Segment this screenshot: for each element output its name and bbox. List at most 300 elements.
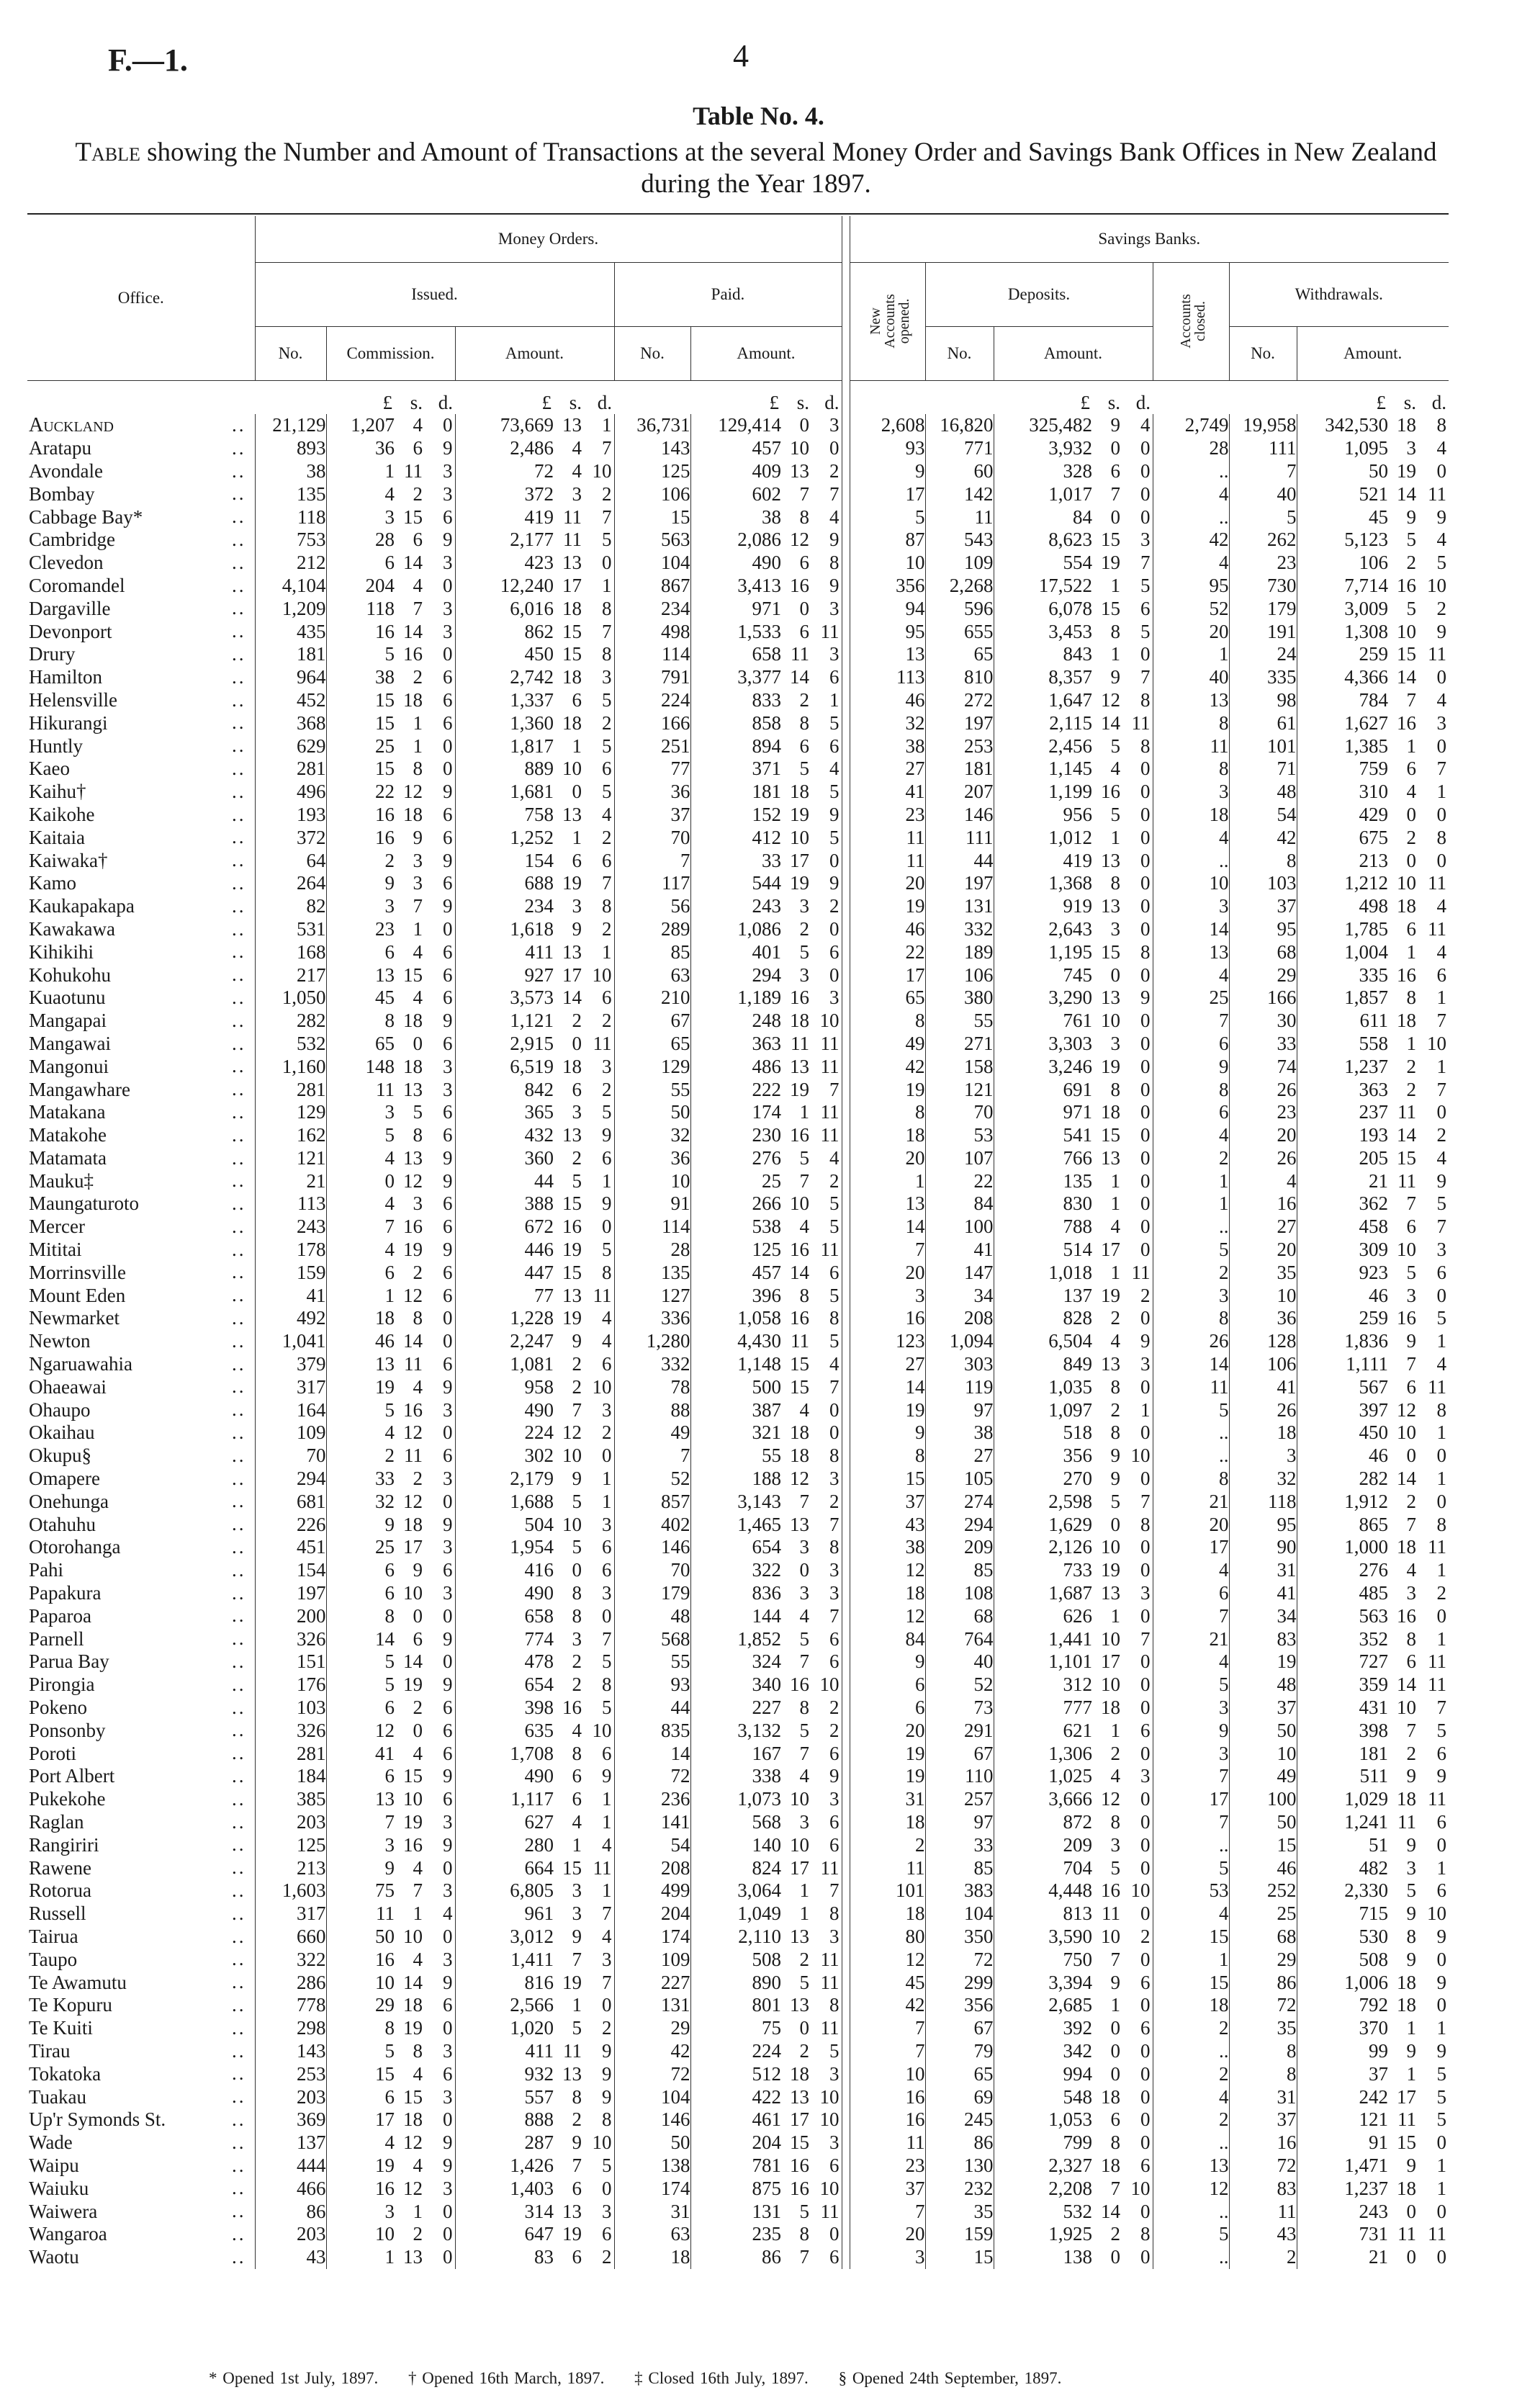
cell-d: 10 bbox=[1427, 1902, 1446, 1925]
cell-l: 16 bbox=[326, 2177, 395, 2200]
cell-l: 12 bbox=[326, 1719, 395, 1742]
cell-n: 2 bbox=[1153, 2017, 1229, 2040]
cell-d: 0 bbox=[1140, 781, 1151, 803]
cell-l: 3,132 bbox=[690, 1719, 781, 1742]
cell-d: 11 bbox=[1428, 917, 1446, 940]
cell-n: 1 bbox=[1153, 1948, 1229, 1971]
cell-l: 5 bbox=[326, 643, 395, 666]
cell-s: 10 bbox=[790, 826, 809, 848]
office-name bbox=[27, 2085, 255, 2108]
column-divider bbox=[842, 2108, 850, 2131]
unit-blank bbox=[1153, 381, 1229, 415]
column-divider bbox=[842, 1971, 850, 1994]
cell-l: 411 bbox=[455, 940, 554, 963]
cell-l: 889 bbox=[455, 758, 554, 781]
cell-l: 396 bbox=[690, 1284, 781, 1307]
table-row bbox=[27, 437, 1449, 460]
cell-l: 33 bbox=[690, 849, 781, 872]
table-row bbox=[27, 1650, 1449, 1674]
cell-n: 55 bbox=[614, 1650, 690, 1674]
cell-d: 0 bbox=[1436, 666, 1446, 688]
cell-d: 1 bbox=[829, 688, 839, 711]
cell-n: 867 bbox=[614, 575, 690, 598]
cell-n: 38 bbox=[255, 460, 326, 483]
cell-s: 2 bbox=[413, 1697, 423, 1719]
cell-s: 4 bbox=[413, 414, 423, 436]
cell-d: 0 bbox=[1436, 1101, 1446, 1123]
cell-n: 15 bbox=[925, 2246, 994, 2269]
office-label: Te Kopuru bbox=[29, 1994, 112, 2016]
cell-d: 3 bbox=[829, 1582, 839, 1604]
cell-n: 226 bbox=[255, 1513, 326, 1536]
column-divider bbox=[842, 2017, 850, 2040]
cell-d: 10 bbox=[1130, 1445, 1151, 1467]
cell-n: 20 bbox=[905, 1146, 925, 1169]
cell-n: 68 bbox=[1229, 1926, 1297, 1949]
dot-leader: .. bbox=[232, 1810, 246, 1833]
cell-l: 490 bbox=[455, 1398, 554, 1421]
cell-d: 8 bbox=[829, 1902, 839, 1925]
dot-leader: .. bbox=[232, 1787, 246, 1810]
cell-s: 19 bbox=[1397, 459, 1416, 482]
cell-n: 84 bbox=[925, 1192, 994, 1216]
dot-leader: .. bbox=[232, 1192, 246, 1215]
cell-n: 162 bbox=[255, 1124, 326, 1147]
cell-d: 0 bbox=[1140, 1697, 1151, 1719]
cell-n: 184 bbox=[255, 1765, 326, 1788]
cell-n: 31 bbox=[905, 1788, 925, 1810]
table-row bbox=[27, 1604, 1449, 1627]
cell-n: 383 bbox=[925, 1879, 994, 1902]
column-divider bbox=[842, 1216, 850, 1239]
cell-d: 7 bbox=[1436, 1697, 1446, 1719]
cell-d: 6 bbox=[829, 1261, 839, 1283]
dot-leader: .. bbox=[232, 2062, 246, 2085]
cell-n: 31 bbox=[1229, 1559, 1297, 1582]
cell-l: 7,714 bbox=[1297, 575, 1388, 598]
cell-l: 4,448 bbox=[994, 1879, 1092, 1902]
cell-d: 6 bbox=[443, 666, 453, 688]
cell-n: 95 bbox=[1153, 575, 1229, 598]
cell-s: 14 bbox=[790, 1261, 809, 1283]
cell-n: 104 bbox=[614, 2085, 690, 2108]
cell-l: 3,932 bbox=[994, 437, 1092, 460]
cell-n: 4 bbox=[1153, 2085, 1229, 2108]
cell-l: 1,688 bbox=[455, 1490, 554, 1513]
table-row bbox=[27, 1513, 1449, 1536]
cell-n: 19 bbox=[1229, 1650, 1297, 1674]
cell-s: 0 bbox=[572, 781, 582, 803]
cell-n: 138 bbox=[614, 2155, 690, 2178]
cell-s: 13 bbox=[562, 1284, 582, 1306]
cell-s: 15 bbox=[1101, 529, 1120, 551]
cell-l: 3 bbox=[326, 1833, 395, 1856]
table-row bbox=[27, 1445, 1449, 1468]
header-commission: Commission. bbox=[326, 327, 455, 381]
cell-l: 86 bbox=[690, 2246, 781, 2269]
cell-d: 3 bbox=[829, 597, 839, 619]
cell-n: 7 bbox=[915, 2200, 925, 2222]
cell-l: 1,148 bbox=[690, 1353, 781, 1376]
cell-l: 3,246 bbox=[994, 1055, 1092, 1078]
cell-n: 110 bbox=[925, 1765, 994, 1788]
cell-l: 1,053 bbox=[994, 2108, 1092, 2131]
cell-l: 457 bbox=[690, 1261, 781, 1284]
table-row bbox=[27, 1468, 1449, 1491]
cell-l: 4 bbox=[326, 1421, 395, 1445]
cell-n: 88 bbox=[614, 1398, 690, 1421]
cell-n: 451 bbox=[255, 1536, 326, 1559]
cell-l: 270 bbox=[994, 1468, 1092, 1491]
cell-l: 135 bbox=[994, 1169, 1092, 1192]
office-name bbox=[27, 734, 255, 758]
cell-l: 342,530 bbox=[1297, 414, 1388, 437]
cell-s: 1 bbox=[572, 1833, 582, 1856]
cell-l: 205 bbox=[1297, 1147, 1388, 1170]
cell-d: 11 bbox=[820, 1055, 839, 1077]
cell-d: 6 bbox=[829, 1650, 839, 1673]
table-row bbox=[27, 2040, 1449, 2063]
office-name bbox=[27, 2040, 255, 2063]
cell-s: 10 bbox=[790, 1192, 809, 1215]
cell-d: 11 bbox=[820, 2200, 839, 2222]
cell-d: 5 bbox=[1140, 620, 1151, 642]
cell-l: 1,018 bbox=[994, 1261, 1092, 1284]
cell-n: 70 bbox=[614, 826, 690, 849]
cell-l: 1,852 bbox=[690, 1627, 781, 1650]
office-name bbox=[27, 1421, 255, 1445]
office-name bbox=[27, 460, 255, 483]
cell-n: 78 bbox=[614, 1375, 690, 1398]
column-divider bbox=[842, 1284, 850, 1307]
cell-l: 45 bbox=[1297, 506, 1388, 529]
cell-n: 64 bbox=[255, 849, 326, 872]
cell-n: 11 bbox=[906, 2131, 925, 2154]
cell-n: 97 bbox=[925, 1398, 994, 1421]
cell-l: 6 bbox=[326, 1559, 395, 1582]
cell-s: 1 bbox=[413, 711, 423, 734]
cell-l: 422 bbox=[690, 2085, 781, 2108]
cell-n: 236 bbox=[614, 1788, 690, 1811]
cell-s: 6 bbox=[572, 1765, 582, 1787]
cell-s: 15 bbox=[790, 1375, 809, 1398]
cell-n: 37 bbox=[614, 804, 690, 827]
cell-s: 7 bbox=[413, 597, 423, 619]
cell-n: 655 bbox=[925, 620, 994, 643]
cell-n: 38 bbox=[905, 734, 925, 757]
cell-l: 1,681 bbox=[455, 781, 554, 804]
cell-n: 2 bbox=[1229, 2246, 1297, 2269]
cell-d: 8 bbox=[1436, 826, 1446, 848]
cell-d: 7 bbox=[1140, 552, 1151, 574]
cell-s: 8 bbox=[413, 2039, 423, 2062]
cell-n: 1,041 bbox=[255, 1330, 326, 1353]
cell-s: 3 bbox=[572, 895, 582, 917]
cell-n: 27 bbox=[905, 1353, 925, 1375]
table-row bbox=[27, 2085, 1449, 2108]
office-label: Hamilton bbox=[29, 666, 102, 688]
cell-n: 857 bbox=[614, 1490, 690, 1513]
unit-blank bbox=[255, 381, 326, 415]
cell-l: 521 bbox=[1297, 482, 1388, 506]
column-divider bbox=[842, 1833, 850, 1856]
cell-n: 17 bbox=[905, 963, 925, 986]
cell-s: 2 bbox=[1110, 1742, 1120, 1764]
cell-s: 13 bbox=[790, 2085, 809, 2108]
cell-s: 1 bbox=[1110, 826, 1120, 848]
cell-d: 3 bbox=[443, 482, 453, 505]
office-label: Waotu bbox=[29, 2246, 79, 2268]
cell-s: 16 bbox=[790, 2154, 809, 2176]
cell-l: 1,403 bbox=[455, 2177, 554, 2200]
cell-n: 193 bbox=[255, 804, 326, 827]
cell-n: 129 bbox=[614, 1055, 690, 1078]
cell-l: 2,126 bbox=[994, 1536, 1092, 1559]
cell-l: 11 bbox=[326, 1078, 395, 1101]
cell-d: 7 bbox=[1436, 1216, 1446, 1238]
cell-d: 6 bbox=[443, 872, 453, 894]
cell-l: 72 bbox=[455, 460, 554, 483]
cell-n: 499 bbox=[614, 1879, 690, 1902]
office-name bbox=[27, 1833, 255, 1856]
cell-l: 84 bbox=[994, 506, 1092, 529]
cell-s: 11 bbox=[563, 529, 582, 551]
cell-n: 72 bbox=[925, 1948, 994, 1971]
cell-d: 0 bbox=[1436, 2200, 1446, 2222]
cell-n: 8 bbox=[915, 1010, 925, 1032]
cell-s: 15 bbox=[562, 1856, 582, 1879]
cell-n: 26 bbox=[1229, 1398, 1297, 1421]
table-row bbox=[27, 482, 1449, 506]
cell-l: 2,685 bbox=[994, 1994, 1092, 2017]
cell-l: 1,441 bbox=[994, 1627, 1092, 1650]
cell-s: 11 bbox=[1397, 1101, 1416, 1123]
cell-n: 33 bbox=[1229, 1033, 1297, 1056]
cell-s: 19 bbox=[562, 872, 582, 894]
cell-s: 12 bbox=[403, 2131, 423, 2154]
cell-s: 8 bbox=[799, 2223, 809, 2245]
table-row bbox=[27, 1421, 1449, 1445]
dot-leader: .. bbox=[232, 574, 246, 596]
cell-n: 42 bbox=[614, 2040, 690, 2063]
cell-d: 3 bbox=[829, 2062, 839, 2085]
cell-l: 544 bbox=[690, 872, 781, 895]
cell-n: 18 bbox=[905, 1582, 925, 1604]
cell-l: 1,237 bbox=[1297, 2177, 1388, 2200]
cell-d: 9 bbox=[1140, 1330, 1151, 1352]
cell-l: 3,590 bbox=[994, 1926, 1092, 1949]
cell-d: 7 bbox=[602, 1902, 612, 1925]
cell-n: 1,094 bbox=[925, 1330, 994, 1353]
cell-s: 17 bbox=[1101, 1239, 1120, 1261]
cell-l: 398 bbox=[1297, 1719, 1388, 1742]
cell-s: 5 bbox=[413, 1101, 423, 1123]
cell-l: 324 bbox=[690, 1650, 781, 1674]
dot-leader: .. bbox=[232, 2085, 246, 2108]
cell-n: 67 bbox=[925, 1742, 994, 1765]
cell-l: 25 bbox=[326, 1536, 395, 1559]
table-row bbox=[27, 1902, 1449, 1926]
column-divider bbox=[842, 1719, 850, 1742]
header-paid: Paid. bbox=[614, 263, 842, 327]
cell-n: 20 bbox=[905, 1719, 925, 1741]
cell-s: 19 bbox=[562, 1307, 582, 1329]
cell-n: 18 bbox=[1153, 804, 1229, 827]
cell-d: 6 bbox=[1140, 597, 1151, 619]
cell-s: 16 bbox=[403, 1833, 423, 1856]
dot-leader: .. bbox=[232, 597, 246, 619]
cell-d: 0 bbox=[1140, 1146, 1151, 1169]
cell-s: 8 bbox=[1110, 1078, 1120, 1100]
dot-leader: .. bbox=[232, 1215, 246, 1237]
dot-leader: .. bbox=[232, 803, 246, 825]
cell-s: 5 bbox=[1406, 1879, 1416, 1902]
dot-leader: .. bbox=[232, 1078, 246, 1100]
cell-s: 8 bbox=[799, 1697, 809, 1719]
currency-units-row bbox=[27, 381, 1449, 415]
cell-d: 6 bbox=[1436, 963, 1446, 986]
cell-d: 0 bbox=[443, 2223, 453, 2245]
cell-n: 34 bbox=[925, 1284, 994, 1307]
cell-s: 17 bbox=[1397, 2085, 1416, 2108]
table-row bbox=[27, 2200, 1449, 2223]
table-row bbox=[27, 529, 1449, 552]
cell-s: 18 bbox=[790, 1445, 809, 1467]
cell-l: 365 bbox=[455, 1101, 554, 1124]
table-row bbox=[27, 1284, 1449, 1307]
cell-l: 5 bbox=[326, 2040, 395, 2063]
cell-l: 731 bbox=[1297, 2223, 1388, 2246]
cell-l: 788 bbox=[994, 1216, 1092, 1239]
cell-n: 294 bbox=[925, 1513, 994, 1536]
cell-n: 166 bbox=[614, 711, 690, 734]
cell-l: 3,573 bbox=[455, 987, 554, 1010]
cell-l: 312 bbox=[994, 1674, 1092, 1697]
cell-s: 10 bbox=[790, 1788, 809, 1810]
cell-d: 6 bbox=[1436, 1261, 1446, 1283]
cell-n: 44 bbox=[614, 1697, 690, 1720]
cell-s: 15 bbox=[562, 620, 582, 642]
cell-n: 158 bbox=[925, 1055, 994, 1078]
cell-d: 9 bbox=[1436, 1971, 1446, 1993]
cell-d: 7 bbox=[1436, 1010, 1446, 1032]
cell-l: 294 bbox=[690, 963, 781, 987]
cell-n: 1,209 bbox=[255, 597, 326, 620]
cell-n: 48 bbox=[1229, 781, 1297, 804]
cell-s: 9 bbox=[572, 1925, 582, 1947]
cell-n: .. bbox=[1153, 506, 1229, 529]
cell-n: 764 bbox=[925, 1627, 994, 1650]
cell-s: 15 bbox=[1397, 643, 1416, 665]
cell-d: 6 bbox=[602, 1742, 612, 1764]
cell-l: 1,954 bbox=[455, 1536, 554, 1559]
office-label: Wangaroa bbox=[29, 2223, 107, 2245]
cell-s: 9 bbox=[1110, 666, 1120, 688]
cell-s: 14 bbox=[1397, 1674, 1416, 1696]
cell-n: 41 bbox=[255, 1284, 326, 1307]
cell-l: 325,482 bbox=[994, 414, 1092, 437]
cell-s: 14 bbox=[403, 1330, 423, 1352]
cell-s: 6 bbox=[572, 1788, 582, 1810]
cell-l: 843 bbox=[994, 643, 1092, 666]
cell-n: 207 bbox=[925, 781, 994, 804]
cell-n: 20 bbox=[1229, 1239, 1297, 1262]
column-divider bbox=[842, 1788, 850, 1811]
cell-l: 137 bbox=[994, 1284, 1092, 1307]
cell-n: 753 bbox=[255, 529, 326, 552]
cell-s: 4 bbox=[1406, 1559, 1416, 1581]
cell-n: 40 bbox=[925, 1650, 994, 1674]
table-row bbox=[27, 1078, 1449, 1101]
cell-l: 276 bbox=[690, 1147, 781, 1170]
cell-d: 1 bbox=[602, 1468, 612, 1490]
office-name bbox=[27, 1994, 255, 2017]
cell-n: 29 bbox=[614, 2017, 690, 2040]
cell-l: 38 bbox=[690, 506, 781, 529]
cell-n: 38 bbox=[905, 1536, 925, 1558]
column-divider bbox=[842, 711, 850, 734]
cell-n: 335 bbox=[1229, 666, 1297, 689]
cell-n: 54 bbox=[1229, 804, 1297, 827]
cell-l: 75 bbox=[690, 2017, 781, 2040]
cell-n: 56 bbox=[614, 895, 690, 918]
footnote: † Opened 16th March, 1897. bbox=[408, 2369, 605, 2387]
cell-d: 8 bbox=[1140, 734, 1151, 757]
column-divider bbox=[842, 1468, 850, 1491]
office-name bbox=[27, 437, 255, 460]
cell-s: 6 bbox=[1406, 917, 1416, 940]
cell-n: 52 bbox=[925, 1674, 994, 1697]
cell-s: 4 bbox=[572, 1719, 582, 1741]
cell-s: 0 bbox=[799, 414, 809, 436]
header-issued: Issued. bbox=[255, 263, 614, 327]
cell-s: 15 bbox=[1397, 1146, 1416, 1169]
cell-d: 6 bbox=[443, 1788, 453, 1810]
cell-n: 227 bbox=[614, 1971, 690, 1994]
office-name bbox=[27, 781, 255, 804]
office-name bbox=[27, 826, 255, 849]
cell-d: 0 bbox=[1140, 1674, 1151, 1696]
cell-l: 833 bbox=[690, 689, 781, 712]
cell-n: 106 bbox=[925, 963, 994, 987]
cell-d: 0 bbox=[1436, 1833, 1446, 1856]
table-row bbox=[27, 1330, 1449, 1353]
cell-n: 8 bbox=[1229, 2040, 1297, 2063]
cell-d: 11 bbox=[820, 1032, 839, 1054]
cell-l: 1,095 bbox=[1297, 437, 1388, 460]
cell-l: 371 bbox=[690, 758, 781, 781]
cell-s: 18 bbox=[1397, 895, 1416, 917]
cell-s: 12 bbox=[790, 1468, 809, 1490]
cell-n: 10 bbox=[905, 552, 925, 574]
cell-s: 7 bbox=[1406, 688, 1416, 711]
cell-d: 10 bbox=[1427, 1032, 1446, 1054]
cell-n: 87 bbox=[905, 529, 925, 551]
cell-s: 11 bbox=[1102, 1902, 1120, 1925]
cell-s: 19 bbox=[1101, 1559, 1120, 1581]
cell-n: 203 bbox=[255, 2085, 326, 2108]
table-subtitle bbox=[43, 137, 1469, 200]
cell-d: 0 bbox=[602, 2177, 612, 2199]
table-row bbox=[27, 597, 1449, 620]
column-divider bbox=[842, 940, 850, 963]
cell-d: 4 bbox=[829, 1146, 839, 1169]
dot-leader: .. bbox=[232, 1558, 246, 1581]
cell-l: 2,247 bbox=[455, 1330, 554, 1353]
cell-l: 15 bbox=[326, 758, 395, 781]
cell-d: 0 bbox=[1140, 1239, 1151, 1261]
cell-n: 52 bbox=[1153, 597, 1229, 620]
